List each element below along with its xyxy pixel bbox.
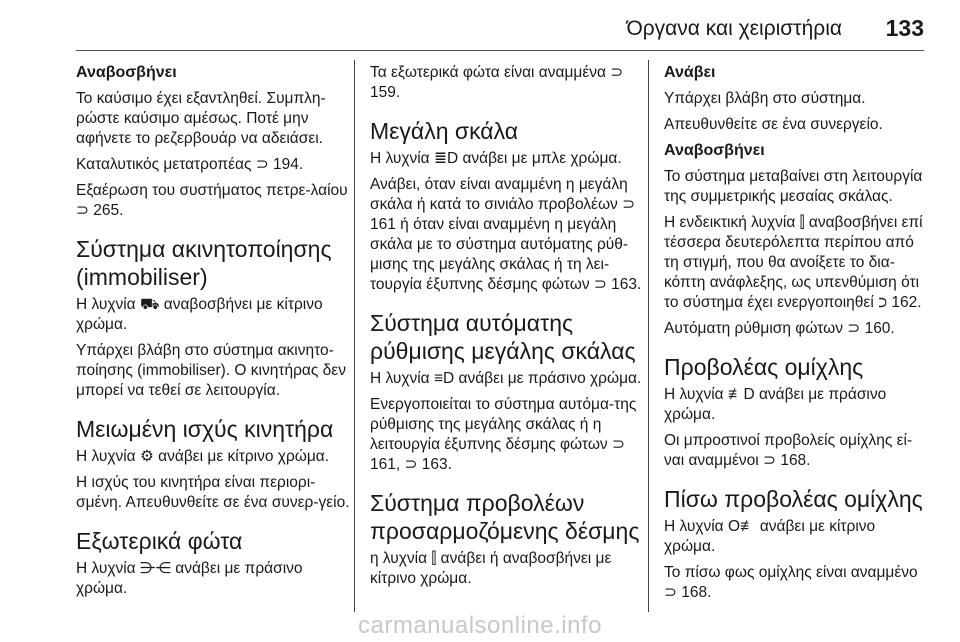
paragraph: Υπάρχει βλάβη στο σύστημα ακινητο-ποίησης (immobiliser). Ο κινητήρας δεν μπορεί να τεθεί σε λειτουργία. [76,342,346,399]
paragraph: Καταλυτικός μετατροπέας ⊃ 194. [76,156,304,173]
column-1 [76,63,352,605]
heading-flashing: Αναβοσβήνει [664,142,765,159]
paragraph: Υπάρχει βλάβη στο σύστημα. [664,90,866,107]
paragraph: Ανάβει, όταν είναι αναμμένη η μεγάλη σκάλα ή κατά το σινιάλο προβολέων ⊃ 161 ή όταν είναι αναμμένη η μεγάλη σκάλα με το σύστημα αυτόματης ρύθ-μισης της μεγάλης σκάλας ή τη λει-τουργία έξυπνης δέσμης φώτων ⊃ 163. [370,176,642,293]
paragraph: Το σύστημα μεταβαίνει στη λειτουργία της συμμετρικής μεσαίας σκάλας. [664,168,923,205]
paragraph: Ενεργοποιείται το σύστημα αυτόμα-της ρύθμισης της μεγάλης σκάλας ή η λειτουργία έξυπνης δέσμης φώτων ⊃ 161, ⊃ 163. [370,396,637,473]
paragraph: Η λυχνία ≣D ανάβει με μπλε χρώμα. [370,150,622,167]
paragraph: Η λυχνία ⋺⋲ ανάβει με πράσινο χρώμα. [76,560,303,597]
watermark: carmanualsonline.info [358,612,602,639]
column-divider [648,60,649,612]
heading-lit: Ανάβει [664,64,716,81]
heading-fog-lights: Προβολέας ομίχλης [664,354,864,380]
paragraph: Τα εξωτερικά φώτα είναι αναμμένα ⊃ 159. [370,64,624,101]
heading-adaptive-lighting: Σύστημα προβολέων προσαρμοζόμενης δέσμης [370,490,640,544]
paragraph: Η λυχνία ⛟ αναβοσβήνει με κίτρινο χρώμα. [76,296,323,333]
paragraph: Η λυχνία O≢ ανάβει με κίτρινο χρώμα. [664,518,876,555]
paragraph: Η λυχνία ≢D ανάβει με πράσινο χρώμα. [664,386,887,423]
column-2 [370,63,646,595]
heading-exterior-lights: Εξωτερικά φώτα [76,528,243,554]
heading-fuel-flashing: Αναβοσβήνει [76,64,177,81]
heading-high-beam: Μεγάλη σκάλα [370,118,519,144]
column-divider [354,60,355,612]
heading-reduced-power: Μειωμένη ισχύς κινητήρα [76,416,334,442]
paragraph: η λυχνία ⫿ ανάβει ή αναβοσβήνει με κίτρινο χρώμα. [370,550,612,587]
paragraph: Απευθυνθείτε σε ένα συνεργείο. [664,116,883,133]
column-3 [664,63,926,609]
paragraph: Εξαέρωση του συστήματος πετρε-λαίου ⊃ 265. [76,182,348,219]
heading-immobiliser: Σύστημα ακινητοποίησης (immobiliser) [76,236,332,290]
page-title: Όργανα και χειριστήρια [626,17,842,40]
heading-auto-high-beam: Σύστημα αυτόματης ρύθμισης μεγάλης σκάλας [370,310,636,364]
paragraph: Η λυχνία ≡D ανάβει με πράσινο χρώμα. [370,370,642,387]
header-divider [76,50,924,51]
page-number: 133 [885,15,924,41]
paragraph: Η ενδεικτική λυχνία ⫿ αναβοσβήνει επί τέσσερα δευτερόλεπτα περίπου από τη στιγμή, που θα ανοίξετε το δια-κόπτη ανάφλεξης, ως υπενθύμιση ότι το σύστημα έχει ενεργοποιηθεί ⊃ 162. [664,214,923,311]
paragraph: Οι μπροστινοί προβολείς ομίχλης εί-ναι αναμμένοι ⊃ 168. [664,432,913,469]
paragraph: Η ισχύς του κινητήρα είναι περιορι-σμένη. Απευθυνθείτε σε ένα συνερ-γείο. [76,474,350,511]
paragraph: Η λυχνία ⚙ ανάβει με κίτρινο χρώμα. [76,448,330,465]
paragraph: Το καύσιμο έχει εξαντληθεί. Συμπλη-ρώστε καύσιμο αμέσως. Ποτέ μην αφήνετε το ρεζερβουάρ να αδειάσει. [76,90,326,147]
page-header [0,0,960,52]
paragraph: Το πίσω φως ομίχλης είναι αναμμένο ⊃ 168. [664,564,918,601]
paragraph: Αυτόματη ρύθμιση φώτων ⊃ 160. [664,320,895,337]
heading-rear-fog: Πίσω προβολέας ομίχλης [664,486,923,512]
